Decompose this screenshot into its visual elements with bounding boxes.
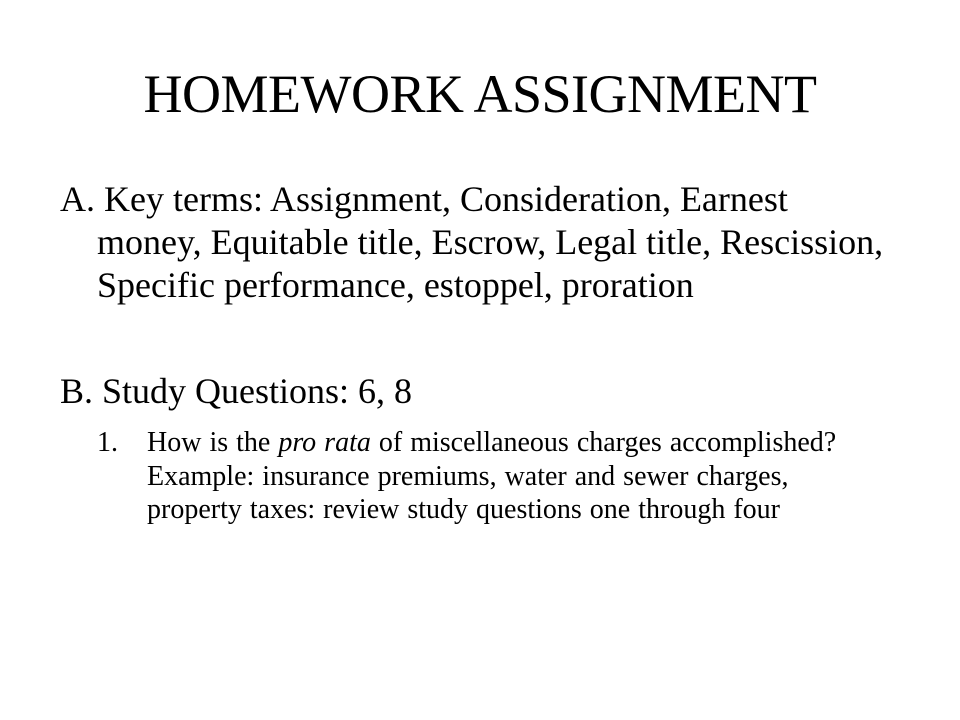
slide-title: HOMEWORK ASSIGNMENT xyxy=(143,64,817,124)
sub-item-text-after: of miscellaneous charges accomplished? Example: insurance premiums, water and sewer charges, property taxes: review study questions one through four xyxy=(147,427,837,525)
sub-list-item-1 xyxy=(97,426,877,527)
list-item-key-terms: A. Key terms: Assignment, Consideration, Earnest money, Equitable title, Escrow, Legal title, Rescission, Specific performance, estoppel, proration xyxy=(60,179,884,305)
sub-item-emphasis: pro rata xyxy=(278,427,371,458)
list-item-study-questions: B. Study Questions: 6, 8 xyxy=(60,371,413,411)
sub-list-item-text xyxy=(147,426,877,527)
sub-item-text-before: How is the xyxy=(147,427,279,458)
sub-list-item-number: 1. xyxy=(97,427,118,458)
